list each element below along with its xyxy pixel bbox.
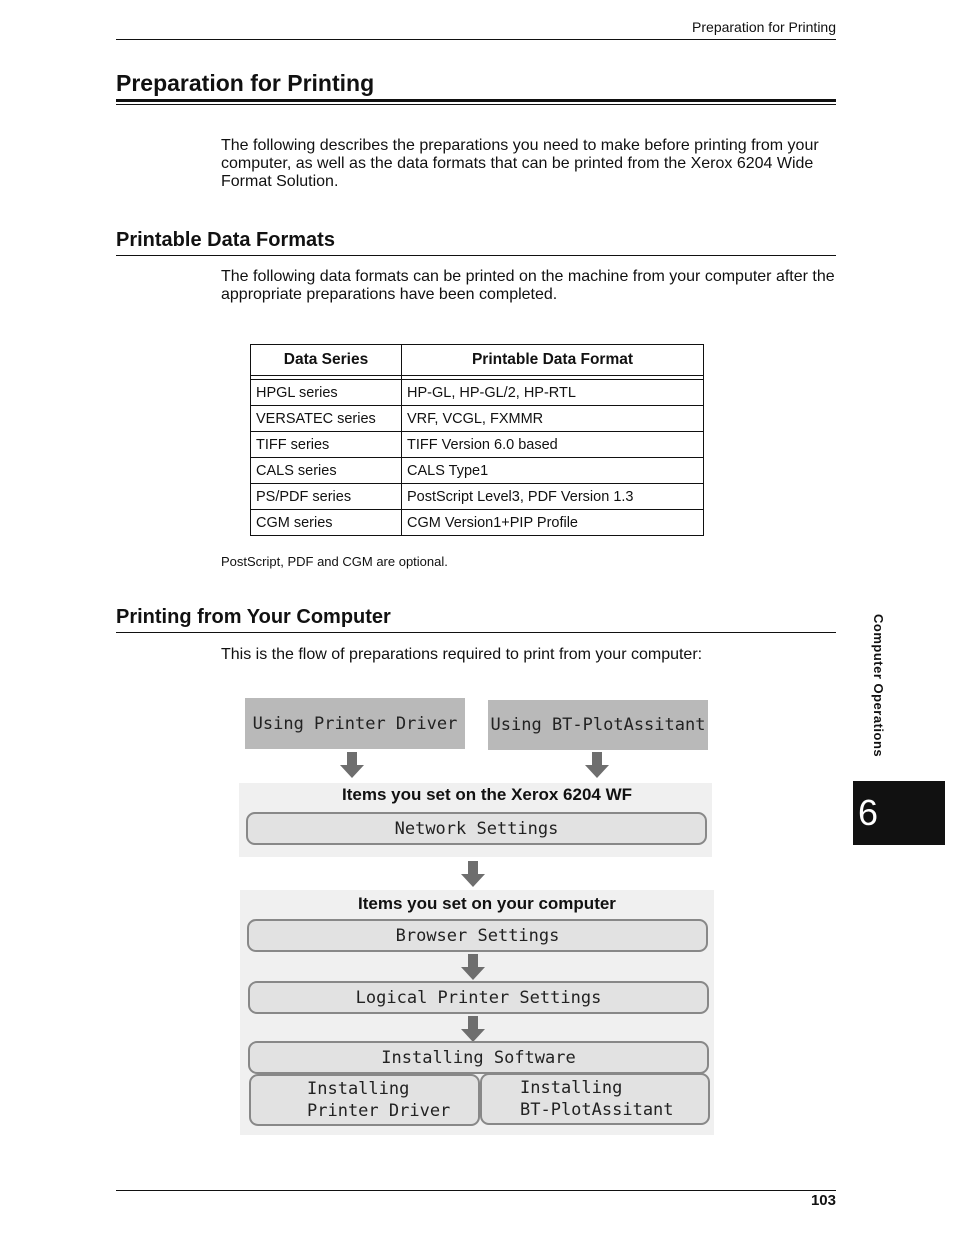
section-heading-printing: Printing from Your Computer (116, 606, 391, 628)
table-cell-format: CGM Version1+PIP Profile (402, 510, 704, 536)
table-header-format: Printable Data Format (402, 345, 704, 376)
network-settings-step: Network Settings (246, 812, 707, 845)
title-rule-thick (116, 99, 836, 102)
table-cell-format: CALS Type1 (402, 458, 704, 484)
table-cell-format: HP-GL, HP-GL/2, HP-RTL (402, 380, 704, 406)
table-header-series: Data Series (251, 345, 402, 376)
install-plot-line-2: BT-PlotAssitant (520, 1100, 674, 1120)
chapter-side-label: Computer Operations (871, 614, 886, 758)
down-arrow-icon (461, 1016, 485, 1042)
machine-settings-label: Items you set on the Xerox 6204 WF (341, 785, 633, 804)
printing-intro: This is the flow of preparations required to print from your computer: (221, 646, 703, 663)
install-driver-line-2: Printer Driver (307, 1101, 451, 1121)
table-row (251, 406, 704, 432)
table-cell-series: CGM series (251, 510, 402, 536)
section-rule-formats (116, 255, 836, 256)
table-cell-series: TIFF series (251, 432, 402, 458)
table-cell-series: PS/PDF series (251, 484, 402, 510)
header-rule (116, 39, 836, 40)
chapter-number-tab: 6 (853, 781, 945, 845)
down-arrow-icon (585, 752, 609, 778)
data-formats-table (250, 344, 704, 536)
logical-printer-settings-step: Logical Printer Settings (248, 981, 709, 1014)
table-cell-format: PostScript Level3, PDF Version 1.3 (402, 484, 704, 510)
install-driver-line-1: Installing (307, 1079, 410, 1099)
formats-intro: The following data formats can be printed on the machine from your computer after the appropriate preparations have been completed. (221, 268, 835, 303)
page-number: 103 (810, 1192, 836, 1209)
browser-settings-step: Browser Settings (247, 919, 708, 952)
installing-plot-assistant-step (480, 1073, 710, 1125)
down-arrow-icon (461, 954, 485, 980)
intro-paragraph: The following describes the preparations you need to make before printing from your computer, as well as the data formats that can be printed from the Xerox 6204 Wide Format Solution. (221, 137, 819, 190)
footer-rule (116, 1190, 836, 1191)
table-row (251, 510, 704, 536)
installing-printer-driver-step (249, 1074, 480, 1126)
table-row (251, 484, 704, 510)
table-cell-series: CALS series (251, 458, 402, 484)
table-note: PostScript, PDF and CGM are optional. (221, 554, 448, 569)
installing-software-step: Installing Software (248, 1041, 709, 1074)
table-cell-series: HPGL series (251, 380, 402, 406)
table-row (251, 380, 704, 406)
table-cell-format: TIFF Version 6.0 based (402, 432, 704, 458)
running-header: Preparation for Printing (692, 19, 836, 35)
table-row (251, 432, 704, 458)
table-cell-series: VERSATEC series (251, 406, 402, 432)
install-plot-line-1: Installing (520, 1078, 623, 1098)
table-cell-format: VRF, VCGL, FXMMR (402, 406, 704, 432)
using-plot-assistant-box: Using BT-PlotAssitant (488, 700, 708, 750)
page-title: Preparation for Printing (116, 70, 375, 96)
using-printer-driver-box: Using Printer Driver (245, 698, 465, 749)
section-rule-printing (116, 632, 836, 633)
down-arrow-icon (461, 861, 485, 887)
table-row (251, 458, 704, 484)
down-arrow-icon (340, 752, 364, 778)
title-rule-thin (116, 104, 836, 105)
computer-settings-label: Items you set on your computer (358, 894, 616, 913)
section-heading-formats: Printable Data Formats (116, 229, 335, 251)
